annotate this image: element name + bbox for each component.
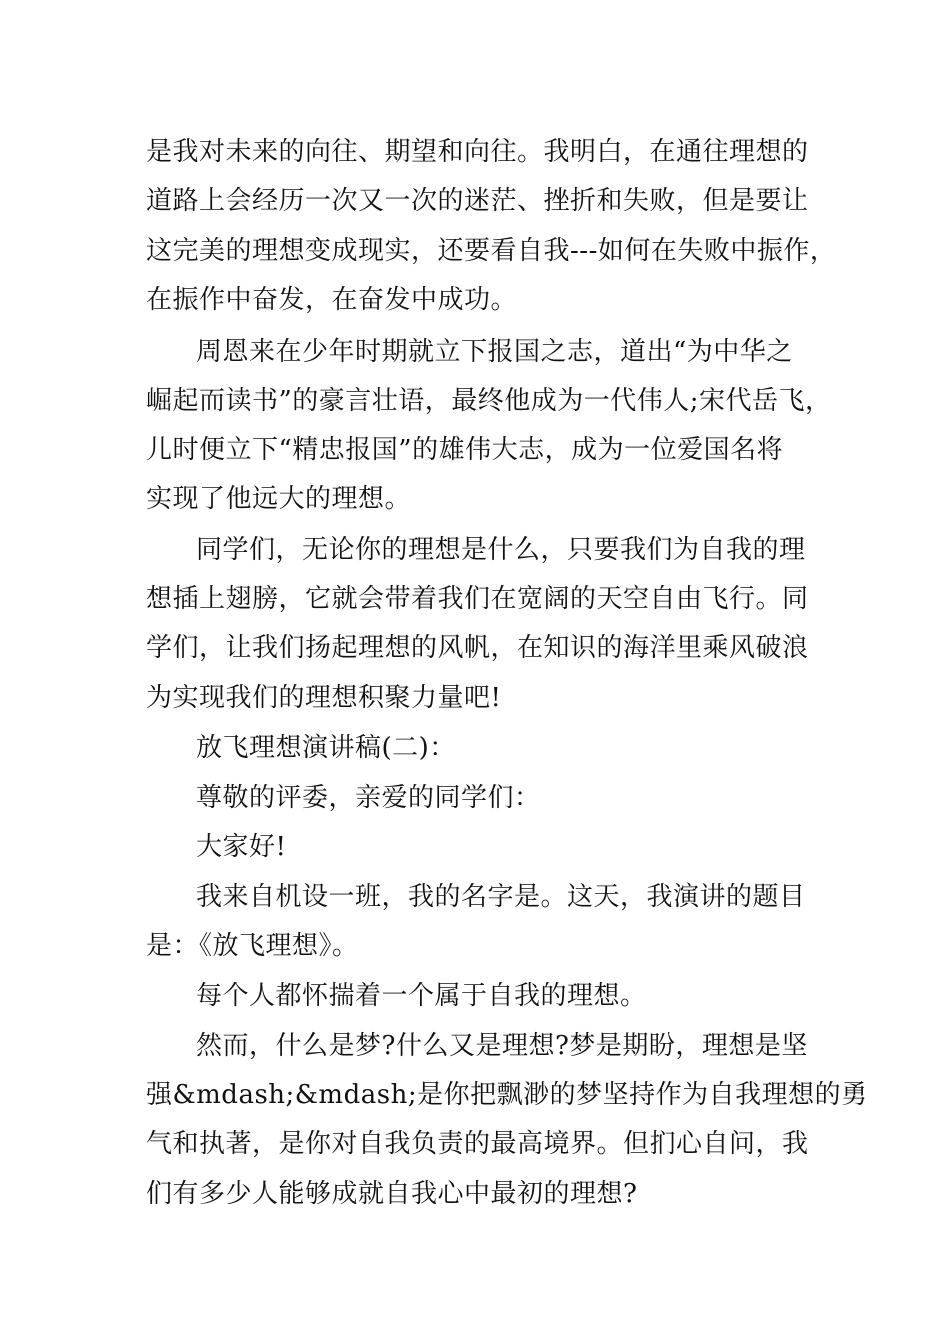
section-heading: 放飞理想演讲稿(二)： bbox=[196, 733, 456, 763]
paragraph-first-line: 每个人都怀揣着一个属于自我的理想。 bbox=[196, 981, 647, 1011]
text-line: 儿时便立下“精忠报国”的雄伟大志，成为一位爱国名将 bbox=[146, 435, 784, 465]
salutation: 尊敬的评委，亲爱的同学们： bbox=[196, 783, 541, 813]
paragraph-first-line: 然而，什么是梦?什么又是理想?梦是期盼，理想是坚 bbox=[196, 1031, 808, 1061]
text-line: 实现了他远大的理想。 bbox=[146, 484, 412, 514]
text-line: 想插上翅膀，它就会带着我们在宽阔的天空自由飞行。同 bbox=[146, 584, 809, 614]
text-line: 道路上会经历一次又一次的迷茫、挫折和失败，但是要让 bbox=[146, 186, 809, 216]
greeting: 大家好! bbox=[196, 832, 287, 862]
text-line: 这完美的理想变成现实，还要看自我---如何在失败中振作， bbox=[146, 236, 837, 266]
text-line: 崛起而读书”的豪言壮语，最终他成为一代伟人;宋代岳飞， bbox=[146, 386, 832, 416]
text-line: 是：《放飞理想》。 bbox=[146, 931, 359, 961]
text-line: 强&mdash;&mdash;是你把飘渺的梦坚持作为自我理想的勇 bbox=[146, 1080, 868, 1110]
text-line: 气和执著，是你对自我负责的最高境界。但扪心自问，我 bbox=[146, 1129, 809, 1159]
text-line: 学们，让我们扬起理想的风帆，在知识的海洋里乘风破浪 bbox=[146, 633, 809, 663]
text-line: 是我对未来的向往、期望和向往。我明白，在通往理想的 bbox=[146, 137, 809, 167]
text-line: 在振作中奋发，在奋发中成功。 bbox=[146, 285, 518, 315]
paragraph-first-line: 同学们，无论你的理想是什么，只要我们为自我的理 bbox=[196, 535, 806, 565]
paragraph-first-line: 我来自机设一班，我的名字是。这天，我演讲的题目 bbox=[196, 882, 806, 912]
paragraph-first-line: 周恩来在少年时期就立下报国之志，道出“为中华之 bbox=[196, 337, 793, 367]
text-line: 为实现我们的理想积聚力量吧! bbox=[146, 683, 502, 713]
text-line: 们有多少人能够成就自我心中最初的理想? bbox=[146, 1179, 638, 1209]
